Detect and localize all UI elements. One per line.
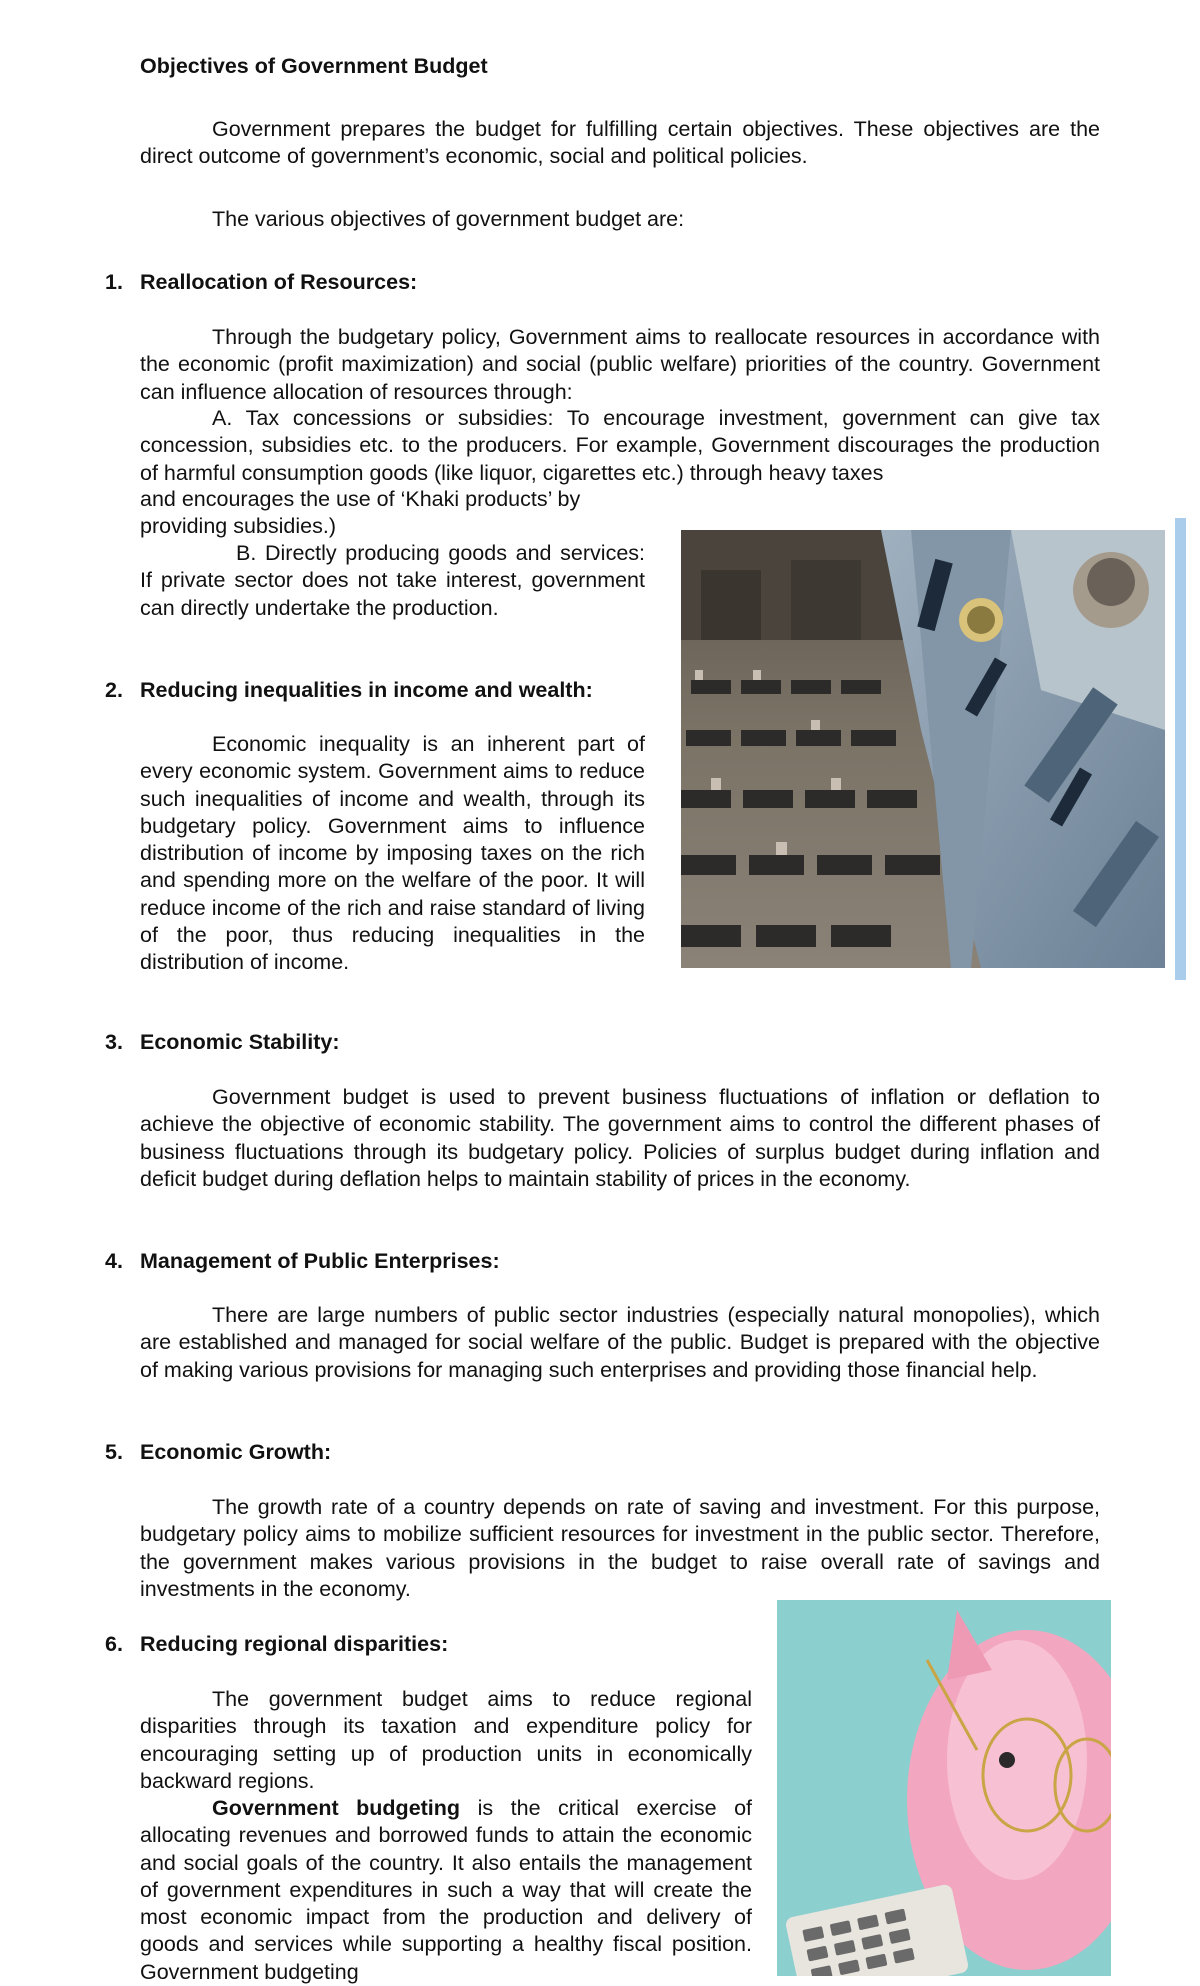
section-heading: Reallocation of Resources: (140, 270, 418, 294)
section-number: 3. (105, 1030, 123, 1054)
section-paragraph: Government budget is used to prevent business fluctuations of inflation or deflation to achieve the objective of economic stability. The government aims to control the different phases of business fluctuations through its budgetary policy. Policies of surplus budget during inflation and deficit budget during deflation helps to maintain stability of prices in the economy. (140, 1085, 1100, 1191)
section-number: 6. (105, 1632, 123, 1656)
piggy-bank-photo (777, 1600, 1111, 1976)
page-title: Objectives of Government Budget (140, 54, 488, 78)
intro-paragraph: Government prepares the budget for fulfilling certain objectives. These objectives are the direct outcome of government’s economic, social and political policies. (140, 117, 1100, 169)
paragraph-body: is the critical exercise of allocating revenues and borrowed funds to attain the economic and social goals of the country. It also entails the management of government expenditures in such a way that will create the most economic impact from the production and delivery of goods and services while supporting a healthy fiscal position. Government budgeting (140, 1796, 753, 1984)
section-paragraph: The government budget aims to reduce regional disparities through its taxation and expenditure policy for encouraging setting up of production units in economically backward regions. (140, 1687, 752, 1793)
section-number: 4. (105, 1249, 123, 1273)
section-paragraph: There are large numbers of public sector industries (especially natural monopolies), which are established and managed for social welfare of the public. Budget is prepared with the objective of making various provisions for managing such enterprises and providing those financial help. (140, 1303, 1100, 1382)
section-heading: Reducing inequalities in income and wealth: (140, 678, 593, 702)
section-heading: Economic Stability: (140, 1030, 340, 1054)
section-number: 1. (105, 270, 123, 294)
budget-session-photo (681, 530, 1165, 968)
intro-list-lead: The various objectives of government budget are: (212, 207, 685, 231)
list-item-a-continued: and encourages the use of ‘Khaki products’ by (140, 487, 581, 511)
section-paragraph-2 (140, 1795, 752, 1986)
section-number: 2. (105, 678, 123, 702)
list-item-a: A. Tax concessions or subsidies: To encourage investment, government can give tax concession, subsidies etc. to the producers. For example, Government discourages the production of harmful consumption goods (like liquor, cigarettes etc.) through heavy taxes (140, 406, 1100, 485)
bold-lead: Government budgeting (212, 1796, 461, 1820)
list-item-a-continued: providing subsidies.) (140, 514, 336, 538)
section-heading: Reducing regional disparities: (140, 1632, 449, 1656)
list-item-b: B. Directly producing goods and services: If private sector does not take interest, government can directly undertake the production. (140, 541, 645, 620)
section-heading: Economic Growth: (140, 1440, 332, 1464)
section-paragraph: Economic inequality is an inherent part of every economic system. Government aims to reduce such inequalities of income and wealth, through its budgetary policy. Government aims to influence distribution of income by imposing taxes on the rich and spending more on the welfare of the poor. It will reduce income of the rich and raise standard of living of the poor, thus reducing inequalities in the distribution of income. (140, 732, 645, 975)
section-number: 5. (105, 1440, 123, 1464)
section-paragraph: Through the budgetary policy, Government aims to reallocate resources in accordance with the economic (profit maximization) and social (public welfare) priorities of the country. Government can influence allocation of resources through: (140, 325, 1100, 404)
section-paragraph: The growth rate of a country depends on rate of saving and investment. For this purpose, budgetary policy aims to mobilize sufficient resources for investment in the public sector. Therefore, the government makes various provisions in the budget to raise overall rate of savings and investments in the economy. (140, 1495, 1100, 1601)
decorative-sidebar-bar (1175, 518, 1186, 980)
section-heading: Management of Public Enterprises: (140, 1249, 500, 1273)
